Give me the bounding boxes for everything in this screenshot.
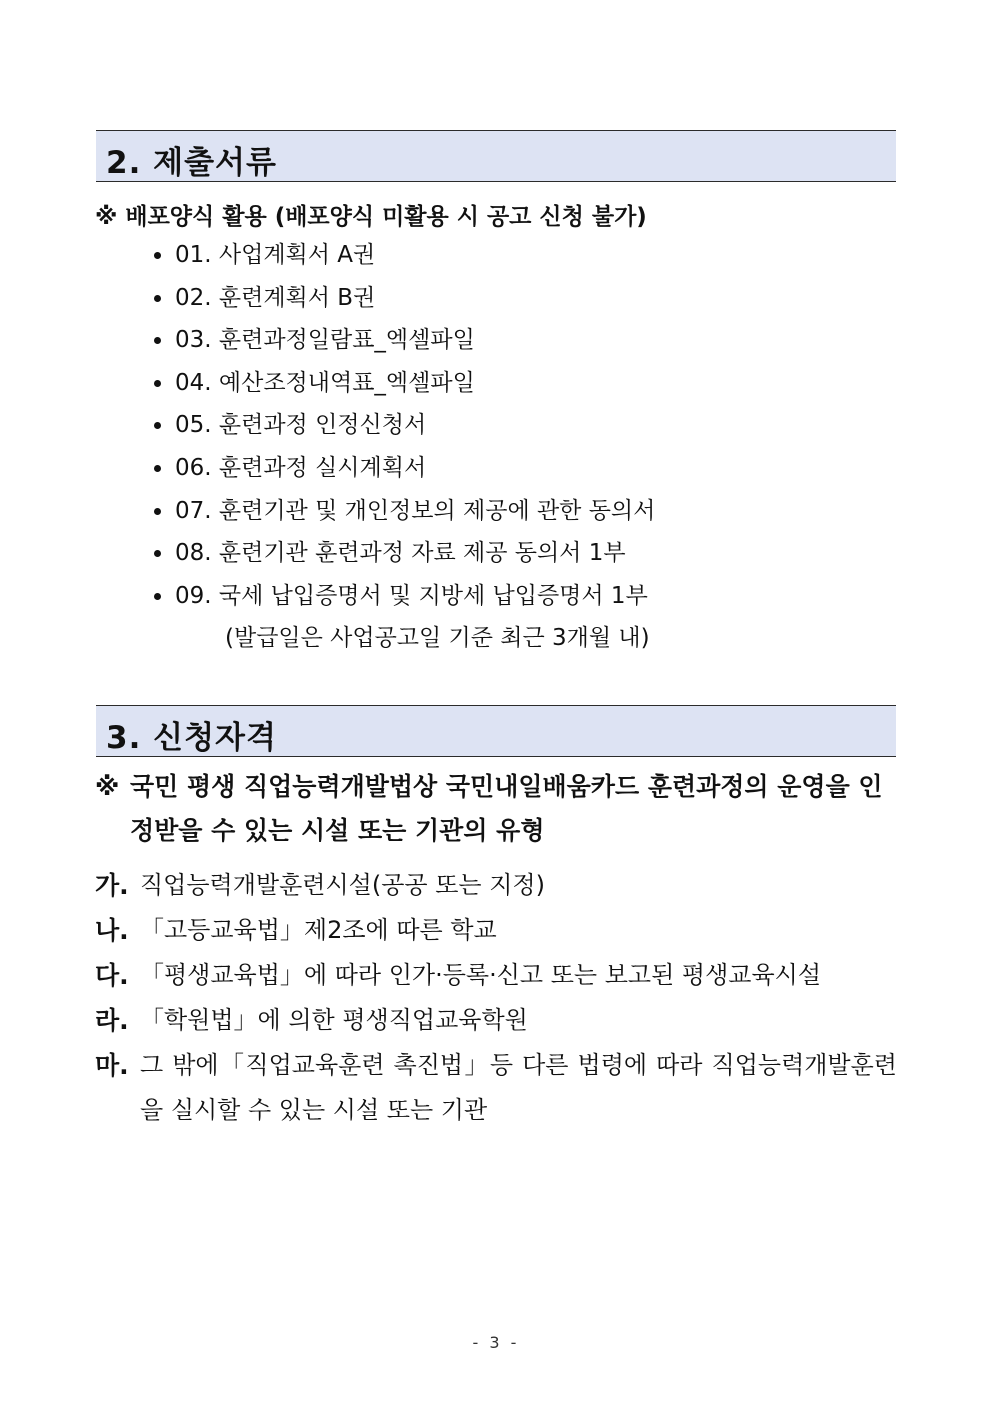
list-item bbox=[95, 1043, 897, 1133]
list-item: 03. 훈련과정일람표_엑셀파일 bbox=[150, 319, 655, 362]
list-item: 04. 예산조정내역표_엑셀파일 bbox=[150, 362, 655, 405]
section2-header bbox=[96, 130, 896, 182]
bullet-icon bbox=[154, 508, 161, 515]
item-label: 마. bbox=[95, 1051, 129, 1080]
bullet-icon bbox=[154, 465, 161, 472]
item-label: 나. bbox=[95, 916, 129, 945]
bullet-icon bbox=[154, 550, 161, 557]
item-label: 가. bbox=[95, 871, 129, 900]
bullet-icon bbox=[154, 593, 161, 600]
list-item: 08. 훈련기관 훈련과정 자료 제공 동의서 1부 bbox=[150, 532, 655, 575]
document-list bbox=[150, 234, 655, 617]
item-text: 직업능력개발훈련시설(공공 또는 지정) bbox=[140, 871, 545, 899]
section3-header bbox=[96, 705, 896, 757]
item-label: 라. bbox=[95, 1006, 129, 1035]
section2-title: 2. 제출서류 bbox=[106, 145, 277, 181]
section3-note bbox=[95, 765, 897, 853]
list-item: 05. 훈련과정 인정신청서 bbox=[150, 404, 655, 447]
bullet-icon bbox=[154, 295, 161, 302]
section3-title: 3. 신청자격 bbox=[106, 720, 277, 756]
item-text: 「학원법」에 의한 평생직업교육학원 bbox=[140, 1006, 528, 1034]
eligibility-list bbox=[95, 863, 897, 1133]
list-item bbox=[95, 863, 897, 908]
certificate-note: (발급일은 사업공고일 기준 최근 3개월 내) bbox=[225, 625, 650, 651]
section3-note-text: 국민 평생 직업능력개발법상 국민내일배움카드 훈련과정의 운영을 인정받을 수 있는 시설 또는 기관의 유형 bbox=[130, 772, 883, 845]
list-item bbox=[95, 998, 897, 1043]
list-item: 06. 훈련과정 실시계획서 bbox=[150, 447, 655, 490]
list-item: 07. 훈련기관 및 개인정보의 제공에 관한 동의서 bbox=[150, 490, 655, 533]
list-item: 09. 국세 납입증명서 및 지방세 납입증명서 1부 bbox=[150, 575, 655, 618]
item-label: 다. bbox=[95, 961, 129, 990]
bullet-icon bbox=[154, 422, 161, 429]
item-text: 「고등교육법」제2조에 따른 학교 bbox=[140, 916, 497, 944]
note-mark: ※ bbox=[95, 772, 120, 801]
item-text: 그 밖에「직업교육훈련 촉진법」등 다른 법령에 따라 직업능력개발훈련을 실시할 수 있는 시설 또는 기관 bbox=[140, 1051, 897, 1124]
bullet-icon bbox=[154, 380, 161, 387]
list-item bbox=[95, 908, 897, 953]
bullet-icon bbox=[154, 337, 161, 344]
list-item: 01. 사업계획서 A권 bbox=[150, 234, 655, 277]
bullet-icon bbox=[154, 252, 161, 259]
list-item: 02. 훈련계획서 B권 bbox=[150, 277, 655, 320]
item-text: 「평생교육법」에 따라 인가·등록·신고 또는 보고된 평생교육시설 bbox=[140, 961, 822, 989]
page-number: - 3 - bbox=[472, 1333, 520, 1352]
list-item bbox=[95, 953, 897, 998]
section2-note: ※ 배포양식 활용 (배포양식 미활용 시 공고 신청 불가) bbox=[95, 204, 647, 230]
